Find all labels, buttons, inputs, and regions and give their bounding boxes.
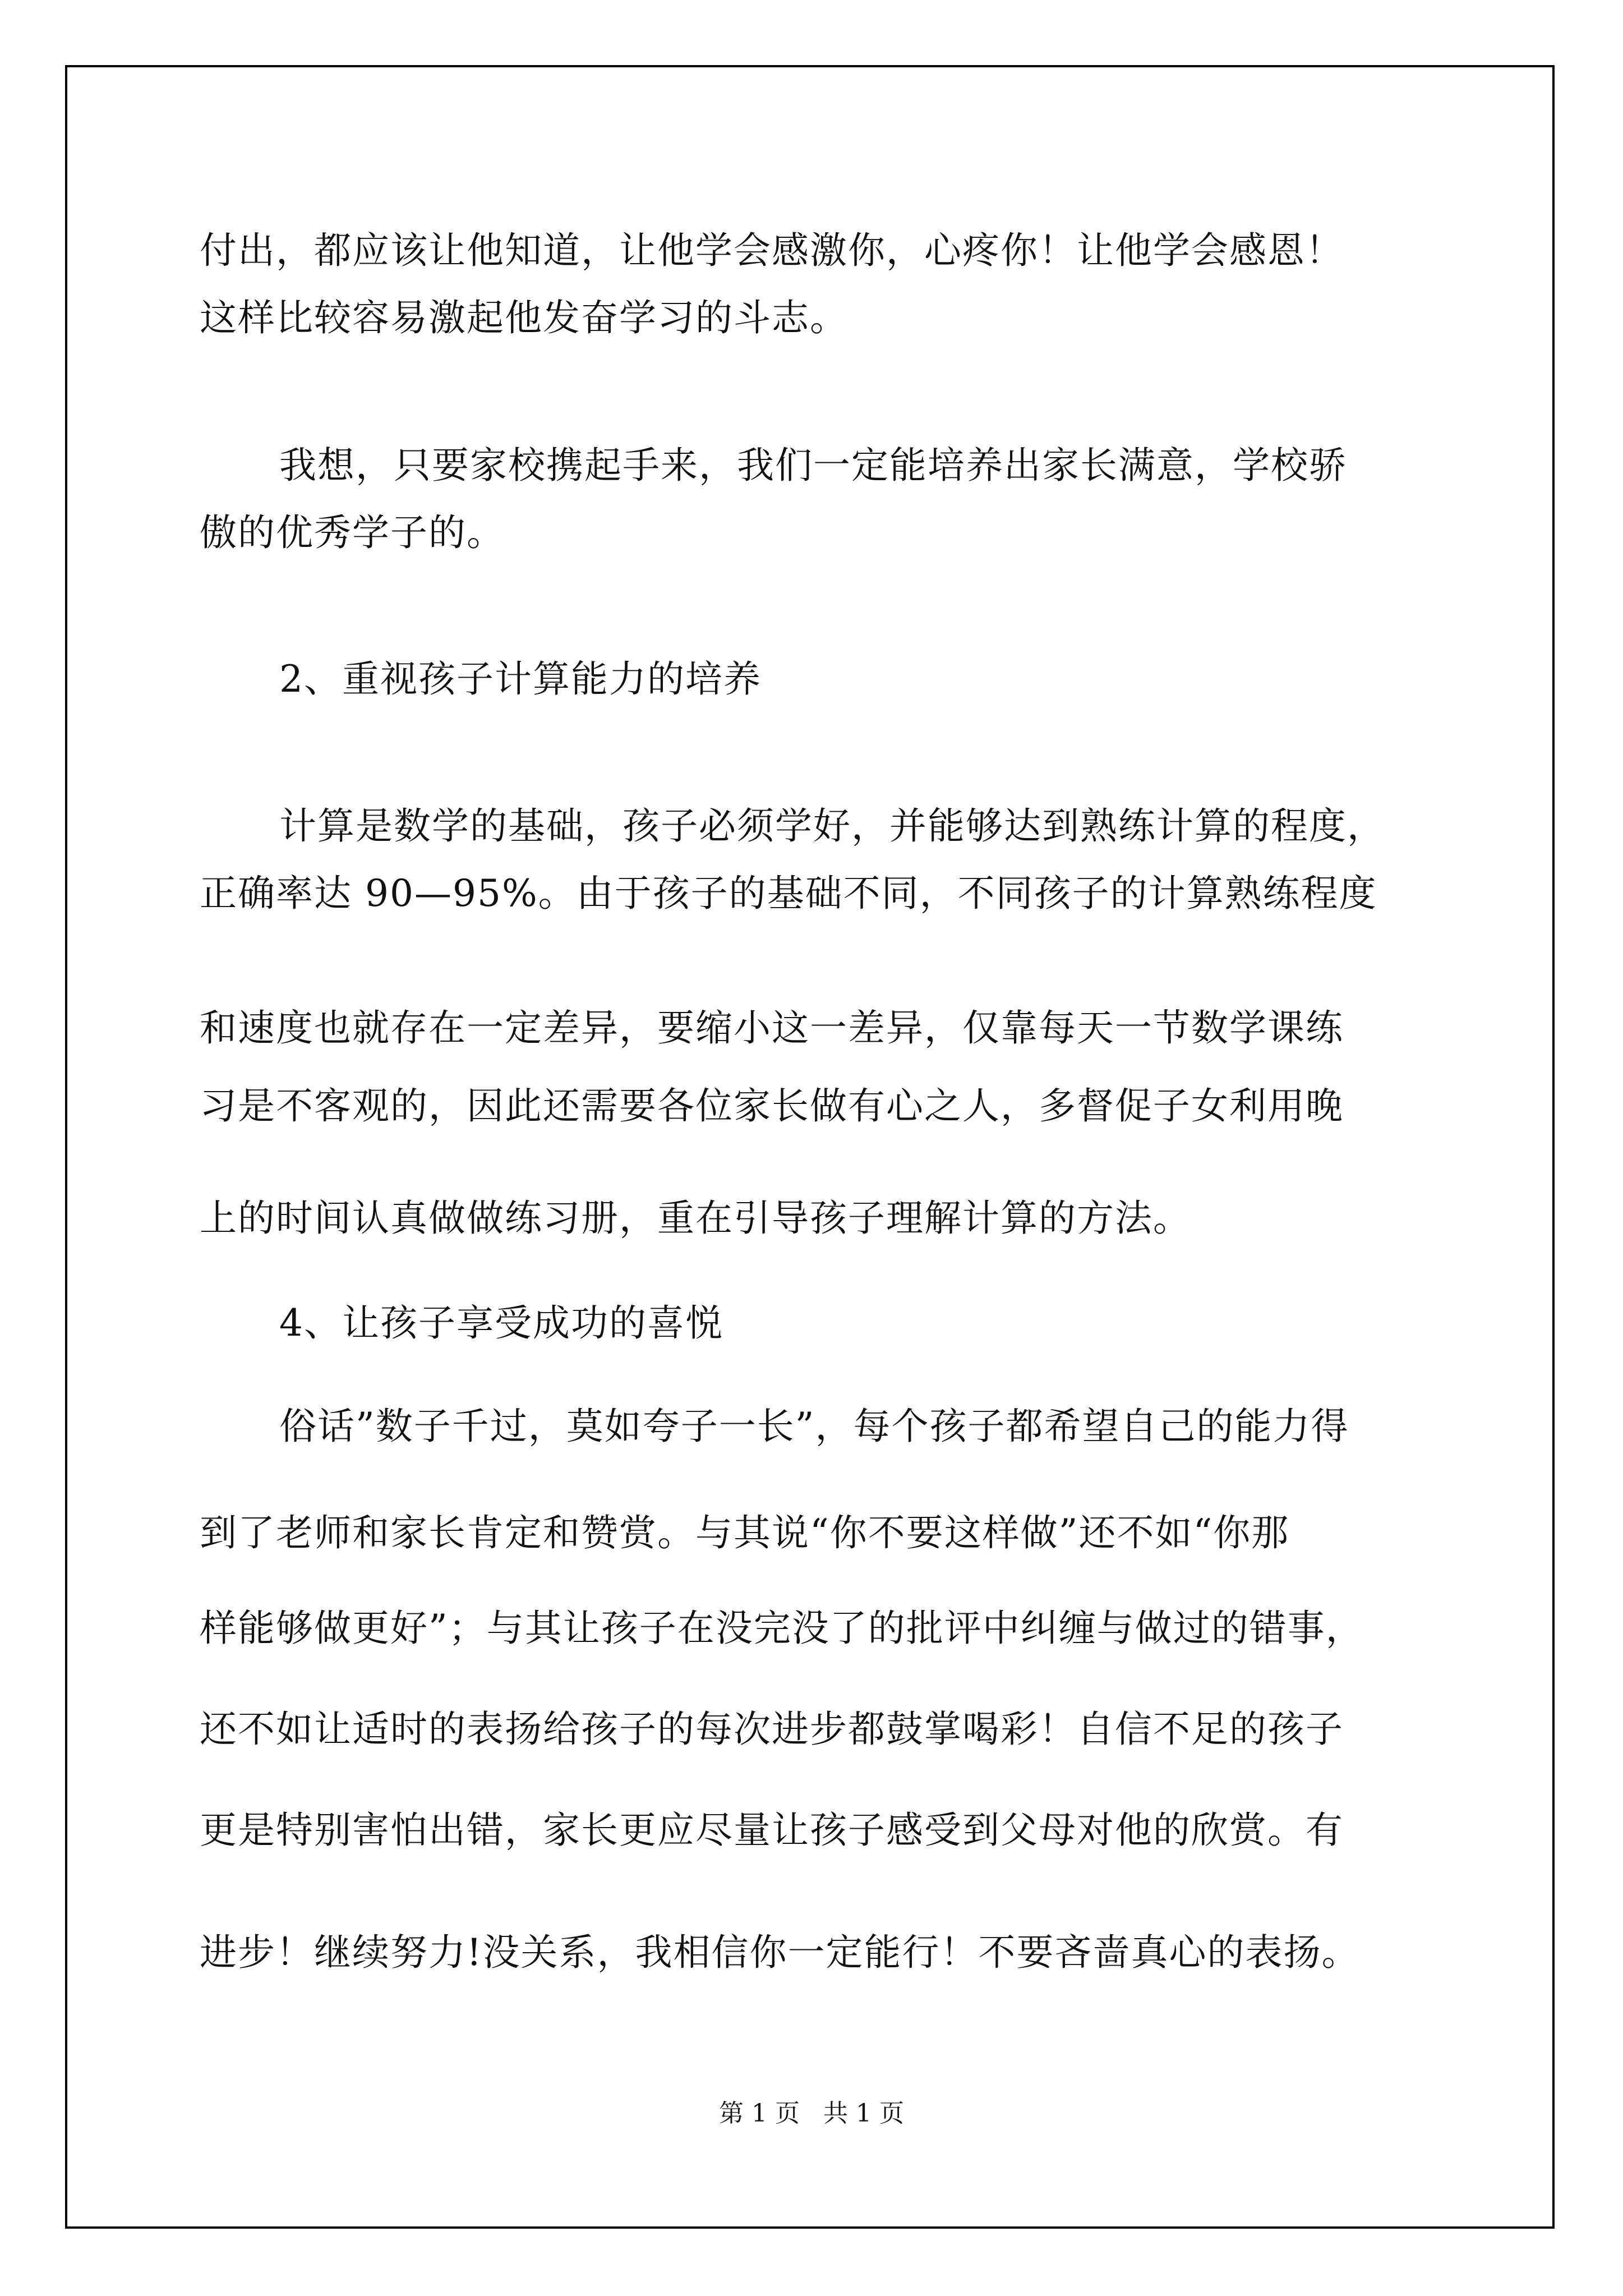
text-line-14: 样能够做更好”；与其让孩子在没完没了的批评中纠缠与做过的错事， — [200, 1607, 1364, 1650]
text-line-10: 上的时间认真做做练习册，重在引导孩子理解计算的方法。 — [200, 1197, 1191, 1240]
text-line-4: 傲的优秀学子的。 — [200, 511, 505, 554]
text-line-12: 俗话”数子千过，莫如夸子一长”，每个孩子都希望自己的能力得 — [279, 1405, 1349, 1448]
text-line-17: 进步！继续努力!没关系，我相信你一定能行！不要吝啬真心的表扬。 — [200, 1931, 1360, 1974]
text-line-1: 付出，都应该让他知道，让他学会感激你，心疼你！让他学会感恩！ — [200, 229, 1344, 272]
text-line-8: 和速度也就存在一定差异，要缩小这一差异，仅靠每天一节数学课练 — [200, 1006, 1344, 1050]
text-line-9: 习是不客观的，因此还需要各位家长做有心之人，多督促子女利用晚 — [200, 1084, 1344, 1128]
text-line-2: 这样比较容易激起他发奋学习的斗志。 — [200, 296, 848, 339]
text-line-6: 计算是数学的基础，孩子必须学好，并能够达到熟练计算的程度， — [279, 804, 1385, 848]
text-line-13: 到了老师和家长肯定和赞赏。与其说“你不要这样做”还不如“你那 — [200, 1511, 1290, 1554]
text-line-15: 还不如让适时的表扬给孩子的每次进步都鼓掌喝彩！自信不足的孩子 — [200, 1708, 1344, 1751]
text-line-7: 正确率达 90—95%。由于孩子的基础不同，不同孩子的计算熟练程度 — [200, 872, 1377, 915]
page-footer: 第 1 页 共 1 页 — [719, 2099, 904, 2128]
section-heading-2: 2、重视孩子计算能力的培养 — [279, 657, 762, 701]
page-border — [65, 65, 1555, 2229]
text-line-16: 更是特别害怕出错，家长更应尽量让孩子感受到父母对他的欣赏。有 — [200, 1809, 1344, 1852]
text-line-3: 我想，只要家校携起手来，我们一定能培养出家长满意，学校骄 — [279, 444, 1347, 487]
section-heading-4: 4、让孩子享受成功的喜悦 — [279, 1301, 723, 1345]
